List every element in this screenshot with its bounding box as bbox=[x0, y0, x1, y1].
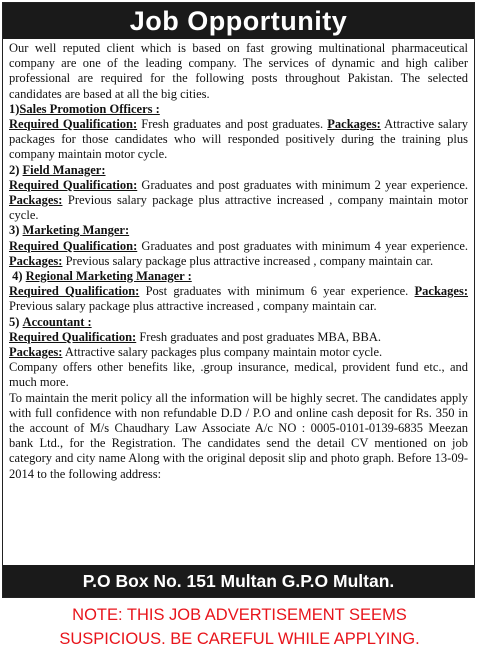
packages-label: Packages: bbox=[9, 193, 63, 208]
packages-text: Attractive salary packages plus company maintain motor cycle. bbox=[64, 345, 383, 360]
address-bar bbox=[3, 565, 474, 597]
position-name: Field Manager: bbox=[22, 162, 106, 177]
warning-line: NOTE: THIS JOB ADVERTISEMENT SEEMS bbox=[72, 606, 407, 624]
qualification-label: Required Qualification: bbox=[9, 329, 137, 344]
position-title bbox=[9, 163, 468, 178]
position-name: Regional Marketing Manager : bbox=[25, 269, 192, 284]
packages-label: Packages: bbox=[9, 345, 63, 360]
packages-text: Attractive salary packages for those candidates who will responded positively during the training plus company maintain motor cycle. bbox=[9, 117, 469, 162]
qualification-text: Graduates and post graduates with minimum 2 year experience. bbox=[141, 177, 468, 192]
packages-text: Previous salary package plus attractive increased , company maintain car. bbox=[65, 253, 434, 268]
qualification-text: Graduates and post graduates with minimum 4 year experience. bbox=[141, 238, 468, 253]
position-number: 1) bbox=[9, 101, 20, 116]
position-details bbox=[9, 239, 468, 269]
position-name: Sales Promotion Officers : bbox=[19, 101, 160, 116]
position-details bbox=[9, 178, 468, 224]
warning-line: SUSPICIOUS. BE CAREFUL WHILE APPLYING. bbox=[59, 630, 420, 648]
position-number: 2) bbox=[9, 162, 20, 177]
position-details bbox=[9, 345, 468, 360]
position-details bbox=[9, 117, 468, 163]
position-details bbox=[9, 330, 468, 345]
packages-text: Previous salary package plus attractive increased , company maintain motor cycle. bbox=[9, 193, 469, 223]
position-number: 4) bbox=[12, 269, 23, 284]
qualification-label: Required Qualification: bbox=[9, 238, 138, 253]
qualification-text: Fresh graduates and post graduates MBA, BBA. bbox=[139, 329, 381, 344]
qualification-text: Fresh graduates and post graduates. bbox=[141, 117, 324, 132]
benefits-paragraph: Company offers other benefits like, .group insurance, medical, provident fund etc., and much more. bbox=[9, 360, 468, 390]
position-title bbox=[9, 315, 468, 330]
qualification-label: Required Qualification: bbox=[9, 284, 140, 299]
packages-text: Previous salary package plus attractive increased , company maintain car. bbox=[9, 299, 377, 314]
job-advertisement bbox=[2, 2, 475, 598]
address-text: P.O Box No. 151 Multan G.P.O Multan. bbox=[82, 570, 395, 591]
packages-label: Packages: bbox=[414, 284, 469, 299]
warning-note bbox=[0, 603, 479, 651]
position-number: 5) bbox=[9, 314, 20, 329]
position-title bbox=[9, 102, 468, 117]
qualification-text: Post graduates with minimum 6 year experience. bbox=[145, 284, 409, 299]
position-number: 3) bbox=[9, 223, 20, 238]
position-name: Marketing Manger: bbox=[22, 223, 130, 238]
position-title bbox=[9, 223, 468, 238]
position-details bbox=[9, 284, 468, 314]
position-title bbox=[9, 269, 468, 284]
ad-title: Job Opportunity bbox=[129, 6, 348, 36]
position-name: Accountant : bbox=[22, 314, 92, 329]
instructions-paragraph: To maintain the merit policy all the information will be highly secret. The candidates apply with full confidence with non refundable D.D / P.O and online cash deposit for Rs. 350 in the account of M/s Chaudhary Law Associate A/c NO : 0005-0101-0139-6835 Meezan bank Ltd., for the Registration. The candidates send the detail CV mentioned on job category and city name Along with the original deposit slip and photo graph. Before 13-09-2014 to the following address: bbox=[9, 390, 468, 481]
intro-paragraph: Our well reputed client which is based on fast growing multinational pharmaceutical company are one of the leading company. The services of dynamic and high caliber professional are required for the following posts throughout Pakistan. The selected candidates are based at all the big cities. bbox=[9, 41, 468, 101]
qualification-label: Required Qualification: bbox=[9, 177, 138, 192]
qualification-label: Required Qualification: bbox=[9, 117, 138, 132]
packages-label: Packages: bbox=[327, 117, 381, 132]
ad-body bbox=[3, 39, 474, 482]
packages-label: Packages: bbox=[9, 253, 63, 268]
header-bar bbox=[3, 3, 474, 39]
